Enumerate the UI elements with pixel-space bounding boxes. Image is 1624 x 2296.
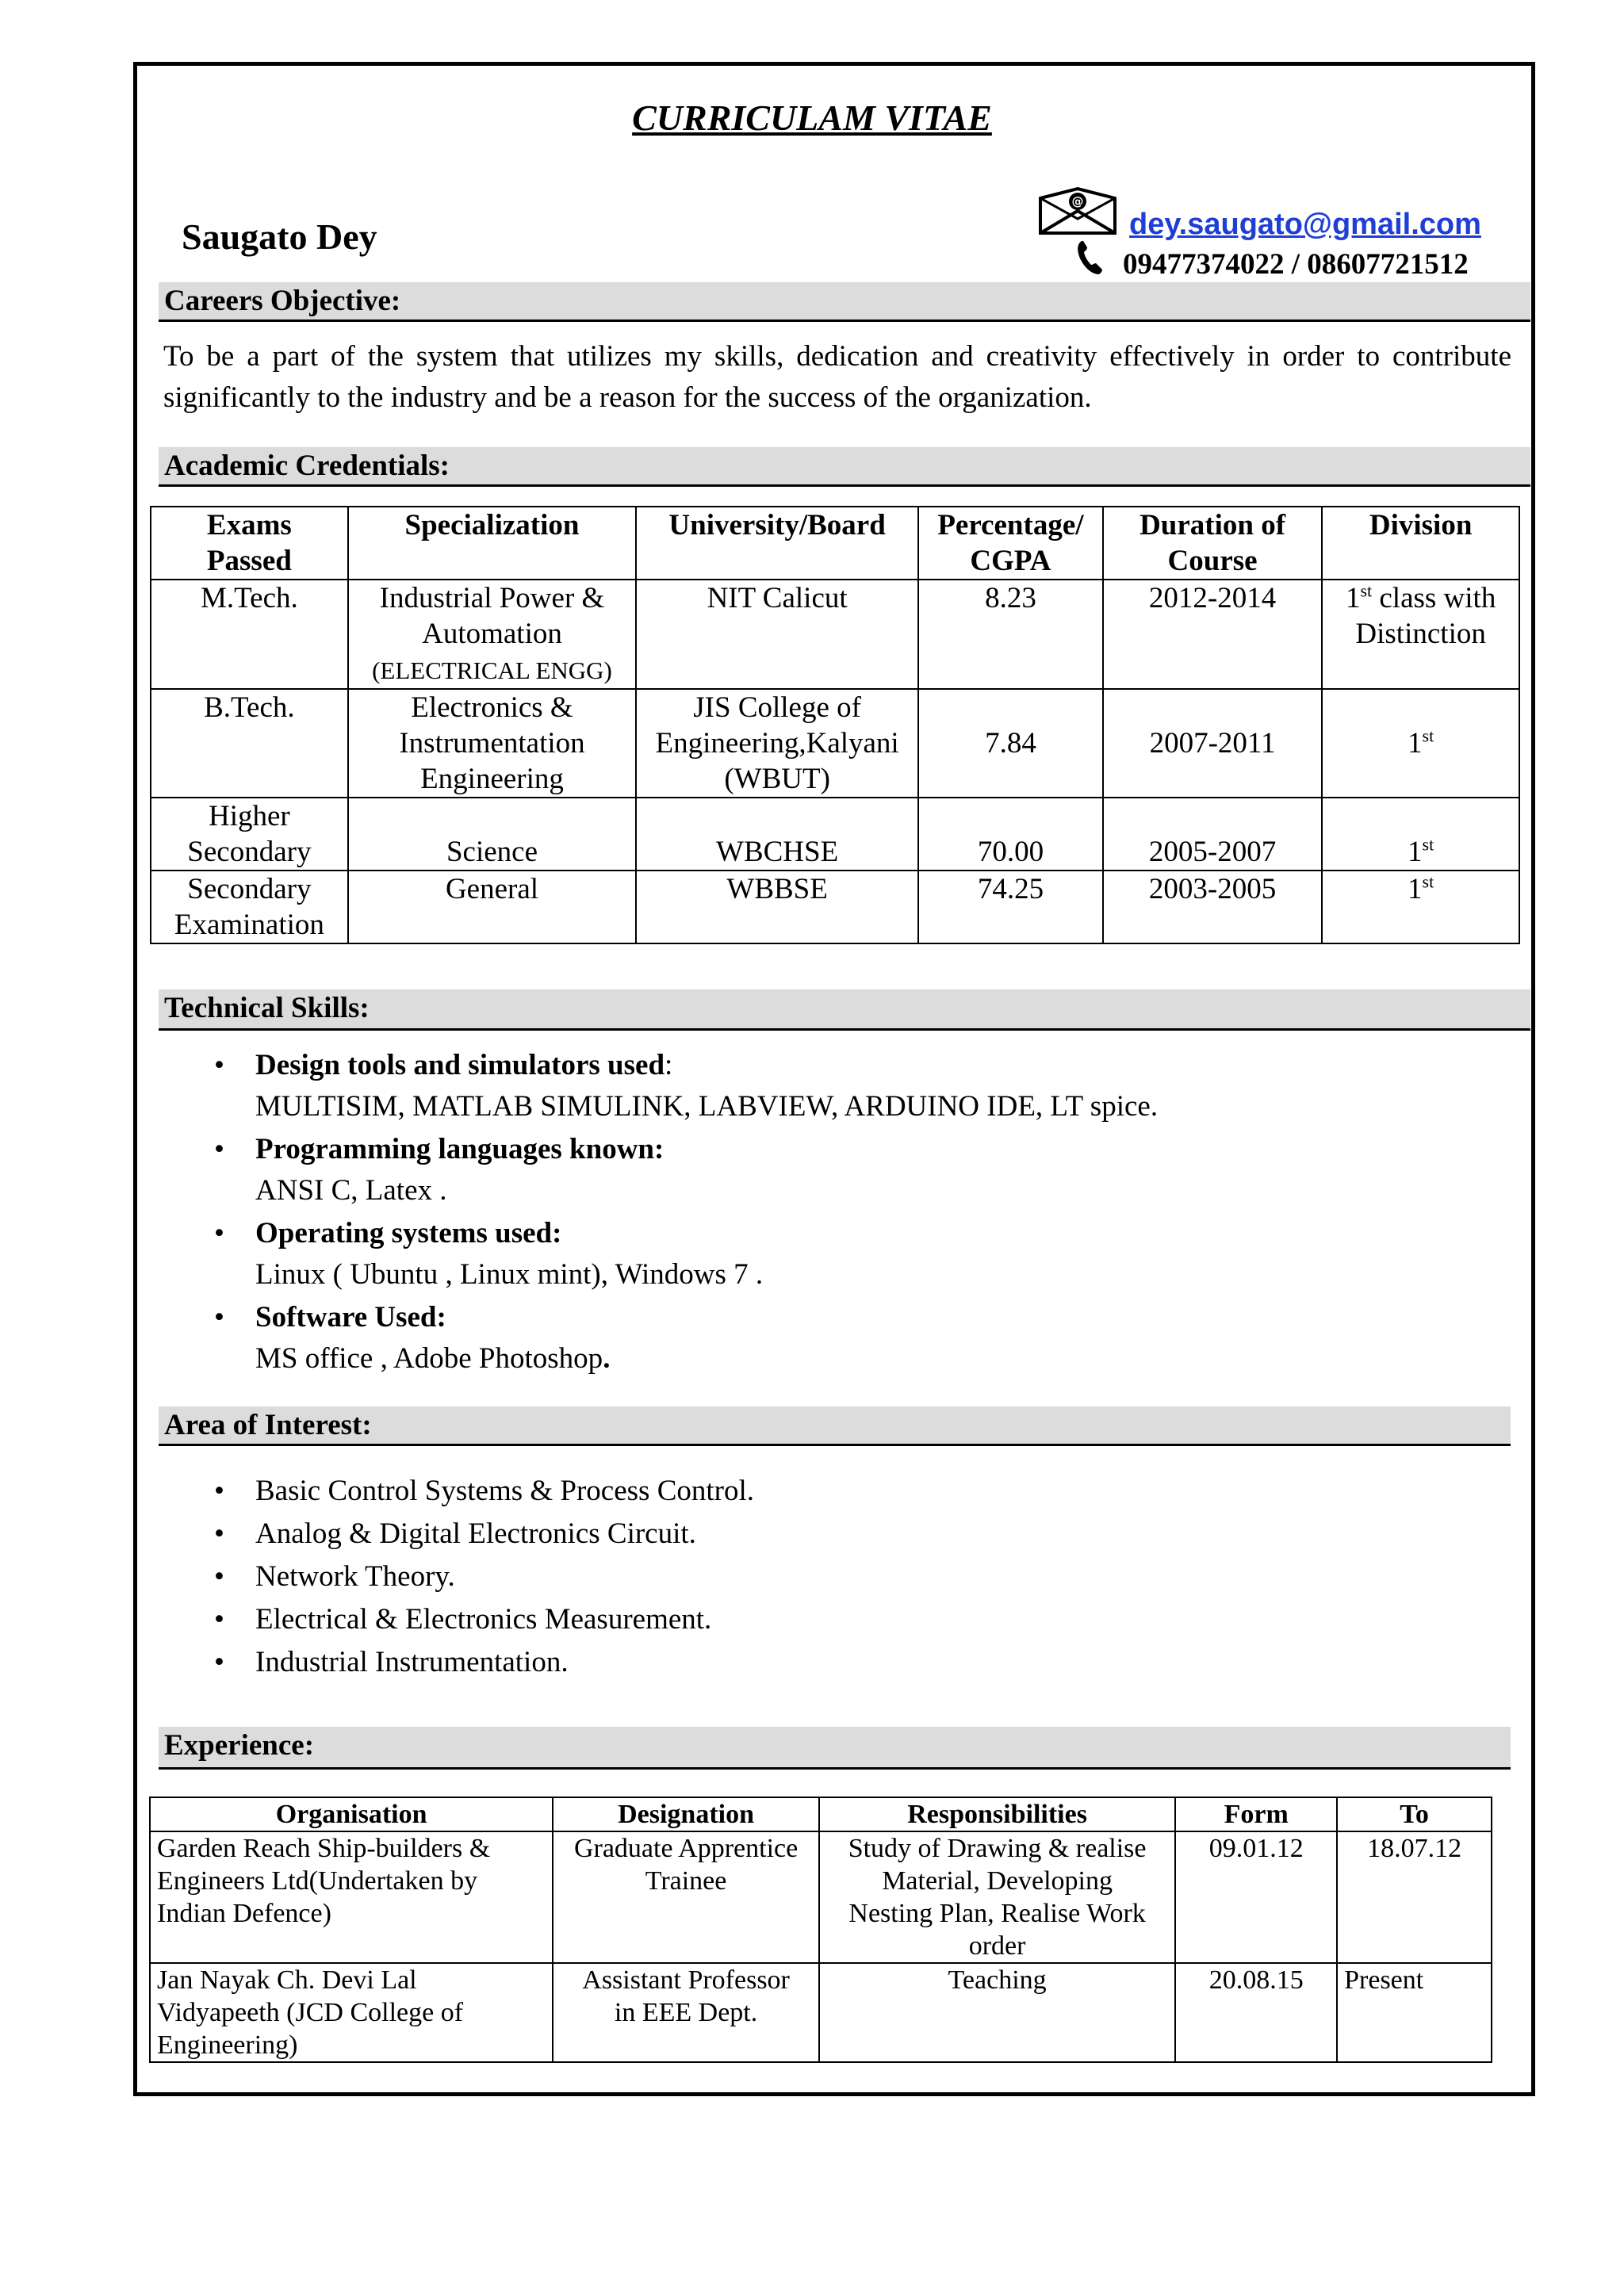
experience-table — [149, 1797, 1492, 2063]
table-cell: JIS College of Engineering,Kalyani (WBUT) — [636, 689, 918, 798]
table-cell: Higher Secondary — [151, 798, 348, 871]
table-cell: 7.84 — [918, 689, 1103, 798]
table-cell: 2012-2014 — [1103, 580, 1322, 689]
column-header: Responsibilities — [819, 1797, 1175, 1831]
column-header: Exams Passed — [151, 507, 348, 580]
column-header: To — [1337, 1797, 1492, 1831]
table-cell: WBBSE — [636, 871, 918, 943]
phone-number: 09477374022 / 08607721512 — [1123, 248, 1469, 281]
column-header: Duration of Course — [1103, 507, 1322, 580]
table-cell: 70.00 — [918, 798, 1103, 871]
table-cell: 20.08.15 — [1175, 1963, 1337, 2062]
table-cell: Present — [1337, 1963, 1492, 2062]
list-item: • Design tools and simulators used: MULTISIM, MATLAB SIMULINK, LABVIEW, ARDUINO IDE, LT spice. — [214, 1045, 1483, 1127]
table-cell: 8.23 — [918, 580, 1103, 689]
list-item: • Analog & Digital Electronics Circuit. — [214, 1513, 1483, 1556]
list-item: • Network Theory. — [214, 1556, 1483, 1598]
table-cell: Electronics & Instrumentation Engineering — [348, 689, 636, 798]
table-cell: 2005-2007 — [1103, 798, 1322, 871]
table-row — [150, 1963, 1492, 2062]
svg-text:@: @ — [1071, 194, 1084, 209]
table-row — [151, 871, 1519, 943]
list-item: • Operating systems used: Linux ( Ubuntu , Linux mint), Windows 7 . — [214, 1213, 1483, 1295]
table-cell: 1st — [1322, 689, 1519, 798]
list-item: • Industrial Instrumentation. — [214, 1641, 1483, 1684]
section-area-of-interest: Area of Interest: — [159, 1406, 1511, 1446]
table-cell: Study of Drawing & realise Material, Developing Nesting Plan, Realise Work order — [819, 1831, 1175, 1963]
list-item: • Software Used: MS office , Adobe Photoshop. — [214, 1297, 1483, 1380]
table-cell: General — [348, 871, 636, 943]
phone-icon — [1075, 239, 1104, 276]
section-technical-skills: Technical Skills: — [159, 989, 1530, 1031]
list-item: • Basic Control Systems & Process Control. — [214, 1470, 1483, 1513]
column-header: University/Board — [636, 507, 918, 580]
column-header: Designation — [553, 1797, 819, 1831]
section-academic-credentials: Academic Credentials: — [159, 447, 1530, 487]
table-cell: 2007-2011 — [1103, 689, 1322, 798]
list-item: • Programming languages known: ANSI C, Latex . — [214, 1129, 1483, 1211]
table-row — [151, 689, 1519, 798]
document-title: CURRICULAM VITAE — [632, 98, 992, 138]
list-item: • Electrical & Electronics Measurement. — [214, 1598, 1483, 1641]
column-header: Division — [1322, 507, 1519, 580]
table-cell: NIT Calicut — [636, 580, 918, 689]
candidate-name: Saugato Dey — [182, 216, 377, 257]
table-row — [150, 1831, 1492, 1963]
table-cell: Science — [348, 798, 636, 871]
table-cell: WBCHSE — [636, 798, 918, 871]
section-careers-objective: Careers Objective: — [159, 282, 1530, 322]
column-header: Organisation — [150, 1797, 553, 1831]
table-cell: 2003-2005 — [1103, 871, 1322, 943]
table-cell: Garden Reach Ship-builders & Engineers Ltd(Undertaken by Indian Defence) — [150, 1831, 553, 1963]
table-cell: Graduate Apprentice Trainee — [553, 1831, 819, 1963]
table-header-row — [150, 1797, 1492, 1831]
table-header-row — [151, 507, 1519, 580]
table-row — [151, 580, 1519, 689]
skills-list — [214, 1045, 1483, 1381]
table-cell: 74.25 — [918, 871, 1103, 943]
email-link[interactable]: dey.saugato@gmail.com — [1129, 208, 1481, 241]
academic-table — [150, 506, 1520, 944]
table-cell: 1st — [1322, 798, 1519, 871]
table-cell: 1st class with Distinction — [1322, 580, 1519, 689]
objective-text: To be a part of the system that utilizes my skills, dedication and creativity effectively in order to contribute significantly to the industry and be a reason for the success of the organization. — [163, 340, 1511, 414]
column-header: Percentage/ CGPA — [918, 507, 1103, 580]
table-cell: B.Tech. — [151, 689, 348, 798]
table-cell: Industrial Power & Automation (ELECTRICAL ENGG) — [348, 580, 636, 689]
table-cell: 1st — [1322, 871, 1519, 943]
table-cell: M.Tech. — [151, 580, 348, 689]
interest-list — [214, 1470, 1483, 1684]
table-cell: Secondary Examination — [151, 871, 348, 943]
envelope-at-icon — [1039, 187, 1116, 235]
column-header: Form — [1175, 1797, 1337, 1831]
table-cell: 18.07.12 — [1337, 1831, 1492, 1963]
section-experience: Experience: — [159, 1727, 1511, 1770]
table-cell: Teaching — [819, 1963, 1175, 2062]
column-header: Specialization — [348, 507, 636, 580]
table-cell: Jan Nayak Ch. Devi Lal Vidyapeeth (JCD College of Engineering) — [150, 1963, 553, 2062]
table-cell: Assistant Professor in EEE Dept. — [553, 1963, 819, 2062]
table-cell: 09.01.12 — [1175, 1831, 1337, 1963]
table-row — [151, 798, 1519, 871]
